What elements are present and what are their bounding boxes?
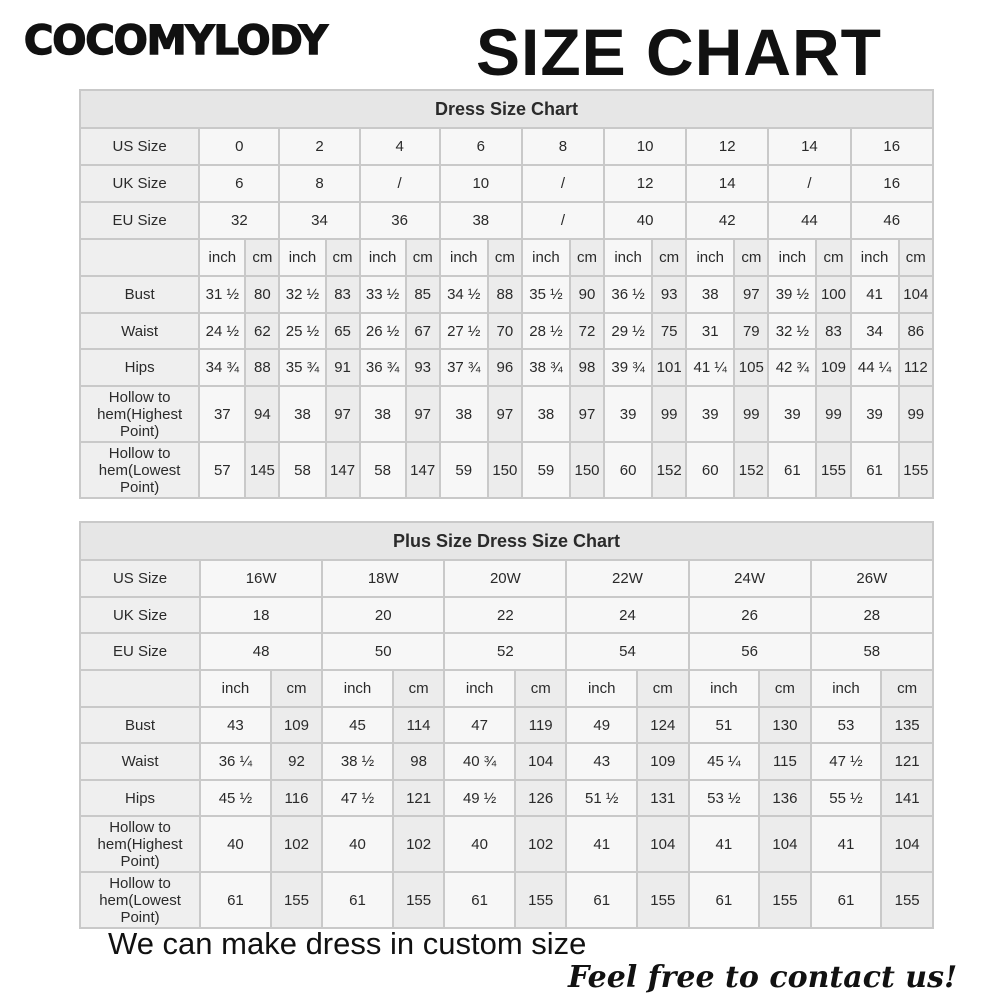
measure-inch-cell: 61 — [200, 872, 271, 928]
eu-size-cell: 58 — [811, 633, 933, 670]
us-size-cell: 24W — [689, 560, 811, 597]
measure-inch-cell: 42 ¾ — [768, 349, 816, 386]
measure-cm-cell: 109 — [637, 743, 688, 780]
measure-inch-cell: 60 — [686, 442, 734, 498]
measure-cm-cell: 152 — [652, 442, 686, 498]
bust-row — [80, 707, 933, 743]
measure-cm-cell: 141 — [881, 780, 933, 816]
measure-inch-cell: 39 — [604, 386, 652, 442]
unit-inch-label: inch — [768, 239, 816, 276]
measure-cm-cell: 83 — [816, 313, 850, 349]
measure-inch-cell: 38 — [279, 386, 325, 442]
measure-inch-cell: 25 ½ — [279, 313, 325, 349]
measure-inch-cell: 32 ½ — [768, 313, 816, 349]
measure-inch-cell: 37 — [199, 386, 245, 442]
us-size-cell: 0 — [199, 128, 279, 165]
measure-cm-cell: 130 — [759, 707, 810, 743]
eu-size-cell: 40 — [604, 202, 686, 239]
measure-inch-cell: 35 ½ — [522, 276, 570, 313]
measure-cm-cell: 99 — [734, 386, 768, 442]
measure-cm-cell: 104 — [759, 816, 810, 872]
measure-inch-cell: 47 ½ — [322, 780, 393, 816]
measure-cm-cell: 97 — [326, 386, 360, 442]
measure-inch-cell: 27 ½ — [440, 313, 488, 349]
measure-inch-cell: 51 — [689, 707, 760, 743]
unit-header-corner — [80, 239, 199, 276]
uk-size-cell: 18 — [200, 597, 322, 633]
us-size-cell: 6 — [440, 128, 522, 165]
measure-inch-cell: 45 ½ — [200, 780, 271, 816]
measure-inch-cell: 38 — [440, 386, 488, 442]
measure-inch-cell: 58 — [360, 442, 406, 498]
uk-size-cell: 26 — [689, 597, 811, 633]
measure-inch-cell: 39 — [686, 386, 734, 442]
measure-inch-cell: 61 — [768, 442, 816, 498]
measure-inch-cell: 61 — [566, 872, 637, 928]
measure-cm-cell: 97 — [734, 276, 768, 313]
measure-cm-cell: 94 — [245, 386, 279, 442]
measure-cm-cell: 147 — [326, 442, 360, 498]
contact-note: Feel free to contact us! — [568, 960, 958, 995]
measure-cm-cell: 102 — [393, 816, 444, 872]
uk-size-cell: 6 — [199, 165, 279, 202]
measure-inch-cell: 39 — [851, 386, 899, 442]
table-caption-row — [80, 90, 933, 128]
measure-cm-cell: 121 — [881, 743, 933, 780]
measure-cm-cell: 115 — [759, 743, 810, 780]
hollow-to-hem-highest-row — [80, 386, 933, 442]
measure-inch-cell: 33 ½ — [360, 276, 406, 313]
measure-cm-cell: 97 — [488, 386, 522, 442]
measure-inch-cell: 49 ½ — [444, 780, 515, 816]
measure-cm-cell: 96 — [488, 349, 522, 386]
measure-inch-cell: 44 ¼ — [851, 349, 899, 386]
measure-cm-cell: 155 — [899, 442, 933, 498]
measure-cm-cell: 72 — [570, 313, 604, 349]
us-size-cell: 16W — [200, 560, 322, 597]
measure-inch-cell: 36 ¾ — [360, 349, 406, 386]
eu-size-row — [80, 633, 933, 670]
measure-inch-cell: 41 — [811, 816, 882, 872]
measure-inch-cell: 39 ¾ — [604, 349, 652, 386]
measure-cm-cell: 155 — [759, 872, 810, 928]
measure-cm-cell: 62 — [245, 313, 279, 349]
us-size-label: US Size — [80, 128, 199, 165]
uk-size-cell: 16 — [851, 165, 934, 202]
unit-cm-label: cm — [271, 670, 322, 707]
unit-header-row — [80, 239, 933, 276]
measure-inch-cell: 43 — [566, 743, 637, 780]
measure-cm-cell: 104 — [515, 743, 566, 780]
unit-cm-label: cm — [759, 670, 810, 707]
bust-label: Bust — [80, 276, 199, 313]
eu-size-cell: 38 — [440, 202, 522, 239]
eu-size-cell: 36 — [360, 202, 440, 239]
unit-inch-label: inch — [566, 670, 637, 707]
table-caption: Plus Size Dress Size Chart — [80, 522, 933, 560]
measure-cm-cell: 155 — [393, 872, 444, 928]
measure-cm-cell: 80 — [245, 276, 279, 313]
uk-size-cell: 28 — [811, 597, 933, 633]
measure-cm-cell: 155 — [637, 872, 688, 928]
measure-cm-cell: 145 — [245, 442, 279, 498]
measure-inch-cell: 43 — [200, 707, 271, 743]
measure-inch-cell: 34 — [851, 313, 899, 349]
us-size-row — [80, 128, 933, 165]
measure-cm-cell: 119 — [515, 707, 566, 743]
measure-inch-cell: 47 — [444, 707, 515, 743]
measure-inch-cell: 37 ¾ — [440, 349, 488, 386]
measure-inch-cell: 45 ¼ — [689, 743, 760, 780]
measure-inch-cell: 59 — [440, 442, 488, 498]
measure-cm-cell: 126 — [515, 780, 566, 816]
measure-cm-cell: 65 — [326, 313, 360, 349]
measure-inch-cell: 36 ½ — [604, 276, 652, 313]
hollow-to-hem-highest-row — [80, 816, 933, 872]
measure-inch-cell: 32 ½ — [279, 276, 325, 313]
uk-size-cell: 12 — [604, 165, 686, 202]
measure-cm-cell: 150 — [488, 442, 522, 498]
unit-inch-label: inch — [440, 239, 488, 276]
measure-inch-cell: 38 — [360, 386, 406, 442]
unit-inch-label: inch — [200, 670, 271, 707]
measure-inch-cell: 26 ½ — [360, 313, 406, 349]
measure-cm-cell: 85 — [406, 276, 440, 313]
unit-inch-label: inch — [360, 239, 406, 276]
unit-cm-label: cm — [515, 670, 566, 707]
measure-cm-cell: 112 — [899, 349, 933, 386]
unit-cm-label: cm — [570, 239, 604, 276]
bust-row — [80, 276, 933, 313]
measure-cm-cell: 104 — [637, 816, 688, 872]
eu-size-cell: 52 — [444, 633, 566, 670]
unit-inch-label: inch — [322, 670, 393, 707]
measure-inch-cell: 53 ½ — [689, 780, 760, 816]
uk-size-cell: 24 — [566, 597, 688, 633]
eu-size-label: EU Size — [80, 202, 199, 239]
uk-size-cell: / — [768, 165, 850, 202]
us-size-cell: 12 — [686, 128, 768, 165]
measure-inch-cell: 40 — [444, 816, 515, 872]
eu-size-cell: 46 — [851, 202, 934, 239]
measure-cm-cell: 91 — [326, 349, 360, 386]
us-size-cell: 4 — [360, 128, 440, 165]
measure-inch-cell: 55 ½ — [811, 780, 882, 816]
measure-cm-cell: 104 — [899, 276, 933, 313]
measure-cm-cell: 93 — [652, 276, 686, 313]
measure-cm-cell: 136 — [759, 780, 810, 816]
eu-size-cell: / — [522, 202, 604, 239]
measure-cm-cell: 79 — [734, 313, 768, 349]
measure-inch-cell: 39 — [768, 386, 816, 442]
page-title: SIZE CHART — [476, 15, 882, 89]
measure-cm-cell: 155 — [271, 872, 322, 928]
unit-inch-label: inch — [279, 239, 325, 276]
measure-inch-cell: 40 — [322, 816, 393, 872]
us-size-cell: 20W — [444, 560, 566, 597]
measure-inch-cell: 40 — [200, 816, 271, 872]
uk-size-cell: 10 — [440, 165, 522, 202]
measure-inch-cell: 49 — [566, 707, 637, 743]
measure-cm-cell: 104 — [881, 816, 933, 872]
measure-inch-cell: 31 — [686, 313, 734, 349]
us-size-cell: 2 — [279, 128, 359, 165]
plus-size-table — [79, 521, 934, 929]
measure-cm-cell: 121 — [393, 780, 444, 816]
uk-size-cell: 8 — [279, 165, 359, 202]
hips-row — [80, 349, 933, 386]
eu-size-row — [80, 202, 933, 239]
measure-inch-cell: 36 ¼ — [200, 743, 271, 780]
measure-inch-cell: 61 — [851, 442, 899, 498]
measure-cm-cell: 75 — [652, 313, 686, 349]
unit-inch-label: inch — [522, 239, 570, 276]
measure-inch-cell: 51 ½ — [566, 780, 637, 816]
eu-size-cell: 56 — [689, 633, 811, 670]
us-size-cell: 8 — [522, 128, 604, 165]
eu-size-cell: 50 — [322, 633, 444, 670]
measure-inch-cell: 24 ½ — [199, 313, 245, 349]
measure-inch-cell: 61 — [811, 872, 882, 928]
uk-size-label: UK Size — [80, 597, 200, 633]
measure-inch-cell: 38 — [522, 386, 570, 442]
measure-inch-cell: 61 — [322, 872, 393, 928]
unit-cm-label: cm — [326, 239, 360, 276]
us-size-row — [80, 560, 933, 597]
us-size-cell: 18W — [322, 560, 444, 597]
unit-inch-label: inch — [811, 670, 882, 707]
measure-inch-cell: 29 ½ — [604, 313, 652, 349]
waist-row — [80, 313, 933, 349]
measure-inch-cell: 58 — [279, 442, 325, 498]
measure-inch-cell: 38 ¾ — [522, 349, 570, 386]
hips-label: Hips — [80, 349, 199, 386]
measure-cm-cell: 135 — [881, 707, 933, 743]
measure-cm-cell: 114 — [393, 707, 444, 743]
eu-size-label: EU Size — [80, 633, 200, 670]
measure-inch-cell: 41 — [851, 276, 899, 313]
measure-cm-cell: 152 — [734, 442, 768, 498]
unit-cm-label: cm — [488, 239, 522, 276]
measure-cm-cell: 92 — [271, 743, 322, 780]
eu-size-cell: 42 — [686, 202, 768, 239]
unit-inch-label: inch — [686, 239, 734, 276]
hips-row — [80, 780, 933, 816]
measure-cm-cell: 147 — [406, 442, 440, 498]
brand-logo: COCOMYLODY — [24, 18, 327, 64]
measure-inch-cell: 45 — [322, 707, 393, 743]
measure-cm-cell: 70 — [488, 313, 522, 349]
measure-cm-cell: 93 — [406, 349, 440, 386]
measure-cm-cell: 90 — [570, 276, 604, 313]
uk-size-cell: / — [522, 165, 604, 202]
measure-cm-cell: 83 — [326, 276, 360, 313]
measure-cm-cell: 124 — [637, 707, 688, 743]
us-size-cell: 16 — [851, 128, 934, 165]
measure-cm-cell: 97 — [570, 386, 604, 442]
waist-label: Waist — [80, 743, 200, 780]
unit-cm-label: cm — [899, 239, 933, 276]
measure-cm-cell: 67 — [406, 313, 440, 349]
measure-cm-cell: 155 — [881, 872, 933, 928]
measure-inch-cell: 31 ½ — [199, 276, 245, 313]
measure-cm-cell: 100 — [816, 276, 850, 313]
uk-size-cell: 14 — [686, 165, 768, 202]
measure-cm-cell: 99 — [899, 386, 933, 442]
measure-cm-cell: 88 — [488, 276, 522, 313]
unit-header-row — [80, 670, 933, 707]
measure-cm-cell: 97 — [406, 386, 440, 442]
uk-size-cell: 22 — [444, 597, 566, 633]
us-size-cell: 14 — [768, 128, 850, 165]
us-size-cell: 10 — [604, 128, 686, 165]
measure-cm-cell: 150 — [570, 442, 604, 498]
measure-cm-cell: 98 — [570, 349, 604, 386]
measure-cm-cell: 102 — [271, 816, 322, 872]
uk-size-label: UK Size — [80, 165, 199, 202]
hollow-low-label: Hollow to hem(Lowest Point) — [80, 872, 200, 928]
waist-row — [80, 743, 933, 780]
eu-size-cell: 48 — [200, 633, 322, 670]
uk-size-row — [80, 165, 933, 202]
measure-cm-cell: 155 — [515, 872, 566, 928]
waist-label: Waist — [80, 313, 199, 349]
measure-cm-cell: 131 — [637, 780, 688, 816]
measure-inch-cell: 53 — [811, 707, 882, 743]
measure-inch-cell: 34 ½ — [440, 276, 488, 313]
hollow-to-hem-lowest-row — [80, 872, 933, 928]
hips-label: Hips — [80, 780, 200, 816]
hollow-to-hem-lowest-row — [80, 442, 933, 498]
us-size-label: US Size — [80, 560, 200, 597]
custom-size-note: We can make dress in custom size — [108, 926, 587, 961]
unit-cm-label: cm — [406, 239, 440, 276]
unit-cm-label: cm — [881, 670, 933, 707]
eu-size-cell: 54 — [566, 633, 688, 670]
hollow-high-label: Hollow to hem(Highest Point) — [80, 386, 199, 442]
measure-inch-cell: 57 — [199, 442, 245, 498]
measure-cm-cell: 98 — [393, 743, 444, 780]
unit-inch-label: inch — [604, 239, 652, 276]
measure-cm-cell: 105 — [734, 349, 768, 386]
measure-inch-cell: 28 ½ — [522, 313, 570, 349]
measure-inch-cell: 41 — [566, 816, 637, 872]
hollow-high-label: Hollow to hem(Highest Point) — [80, 816, 200, 872]
measure-inch-cell: 38 ½ — [322, 743, 393, 780]
us-size-cell: 22W — [566, 560, 688, 597]
measure-cm-cell: 109 — [816, 349, 850, 386]
table-caption-row — [80, 522, 933, 560]
measure-inch-cell: 61 — [689, 872, 760, 928]
measure-inch-cell: 60 — [604, 442, 652, 498]
unit-cm-label: cm — [816, 239, 850, 276]
unit-cm-label: cm — [637, 670, 688, 707]
measure-inch-cell: 39 ½ — [768, 276, 816, 313]
measure-inch-cell: 59 — [522, 442, 570, 498]
eu-size-cell: 44 — [768, 202, 850, 239]
measure-inch-cell: 40 ¾ — [444, 743, 515, 780]
uk-size-row — [80, 597, 933, 633]
unit-cm-label: cm — [652, 239, 686, 276]
unit-cm-label: cm — [245, 239, 279, 276]
bust-label: Bust — [80, 707, 200, 743]
eu-size-cell: 32 — [199, 202, 279, 239]
measure-cm-cell: 99 — [816, 386, 850, 442]
measure-inch-cell: 38 — [686, 276, 734, 313]
uk-size-cell: 20 — [322, 597, 444, 633]
unit-cm-label: cm — [734, 239, 768, 276]
measure-inch-cell: 35 ¾ — [279, 349, 325, 386]
unit-cm-label: cm — [393, 670, 444, 707]
unit-inch-label: inch — [851, 239, 899, 276]
unit-header-corner — [80, 670, 200, 707]
measure-inch-cell: 47 ½ — [811, 743, 882, 780]
measure-cm-cell: 99 — [652, 386, 686, 442]
dress-size-table — [79, 89, 934, 499]
measure-inch-cell: 61 — [444, 872, 515, 928]
measure-cm-cell: 155 — [816, 442, 850, 498]
measure-inch-cell: 34 ¾ — [199, 349, 245, 386]
unit-inch-label: inch — [199, 239, 245, 276]
measure-cm-cell: 101 — [652, 349, 686, 386]
unit-inch-label: inch — [444, 670, 515, 707]
uk-size-cell: / — [360, 165, 440, 202]
measure-cm-cell: 86 — [899, 313, 933, 349]
measure-cm-cell: 109 — [271, 707, 322, 743]
table-caption: Dress Size Chart — [80, 90, 933, 128]
eu-size-cell: 34 — [279, 202, 359, 239]
measure-cm-cell: 116 — [271, 780, 322, 816]
measure-cm-cell: 88 — [245, 349, 279, 386]
measure-inch-cell: 41 ¼ — [686, 349, 734, 386]
hollow-low-label: Hollow to hem(Lowest Point) — [80, 442, 199, 498]
unit-inch-label: inch — [689, 670, 760, 707]
us-size-cell: 26W — [811, 560, 933, 597]
measure-inch-cell: 41 — [689, 816, 760, 872]
measure-cm-cell: 102 — [515, 816, 566, 872]
